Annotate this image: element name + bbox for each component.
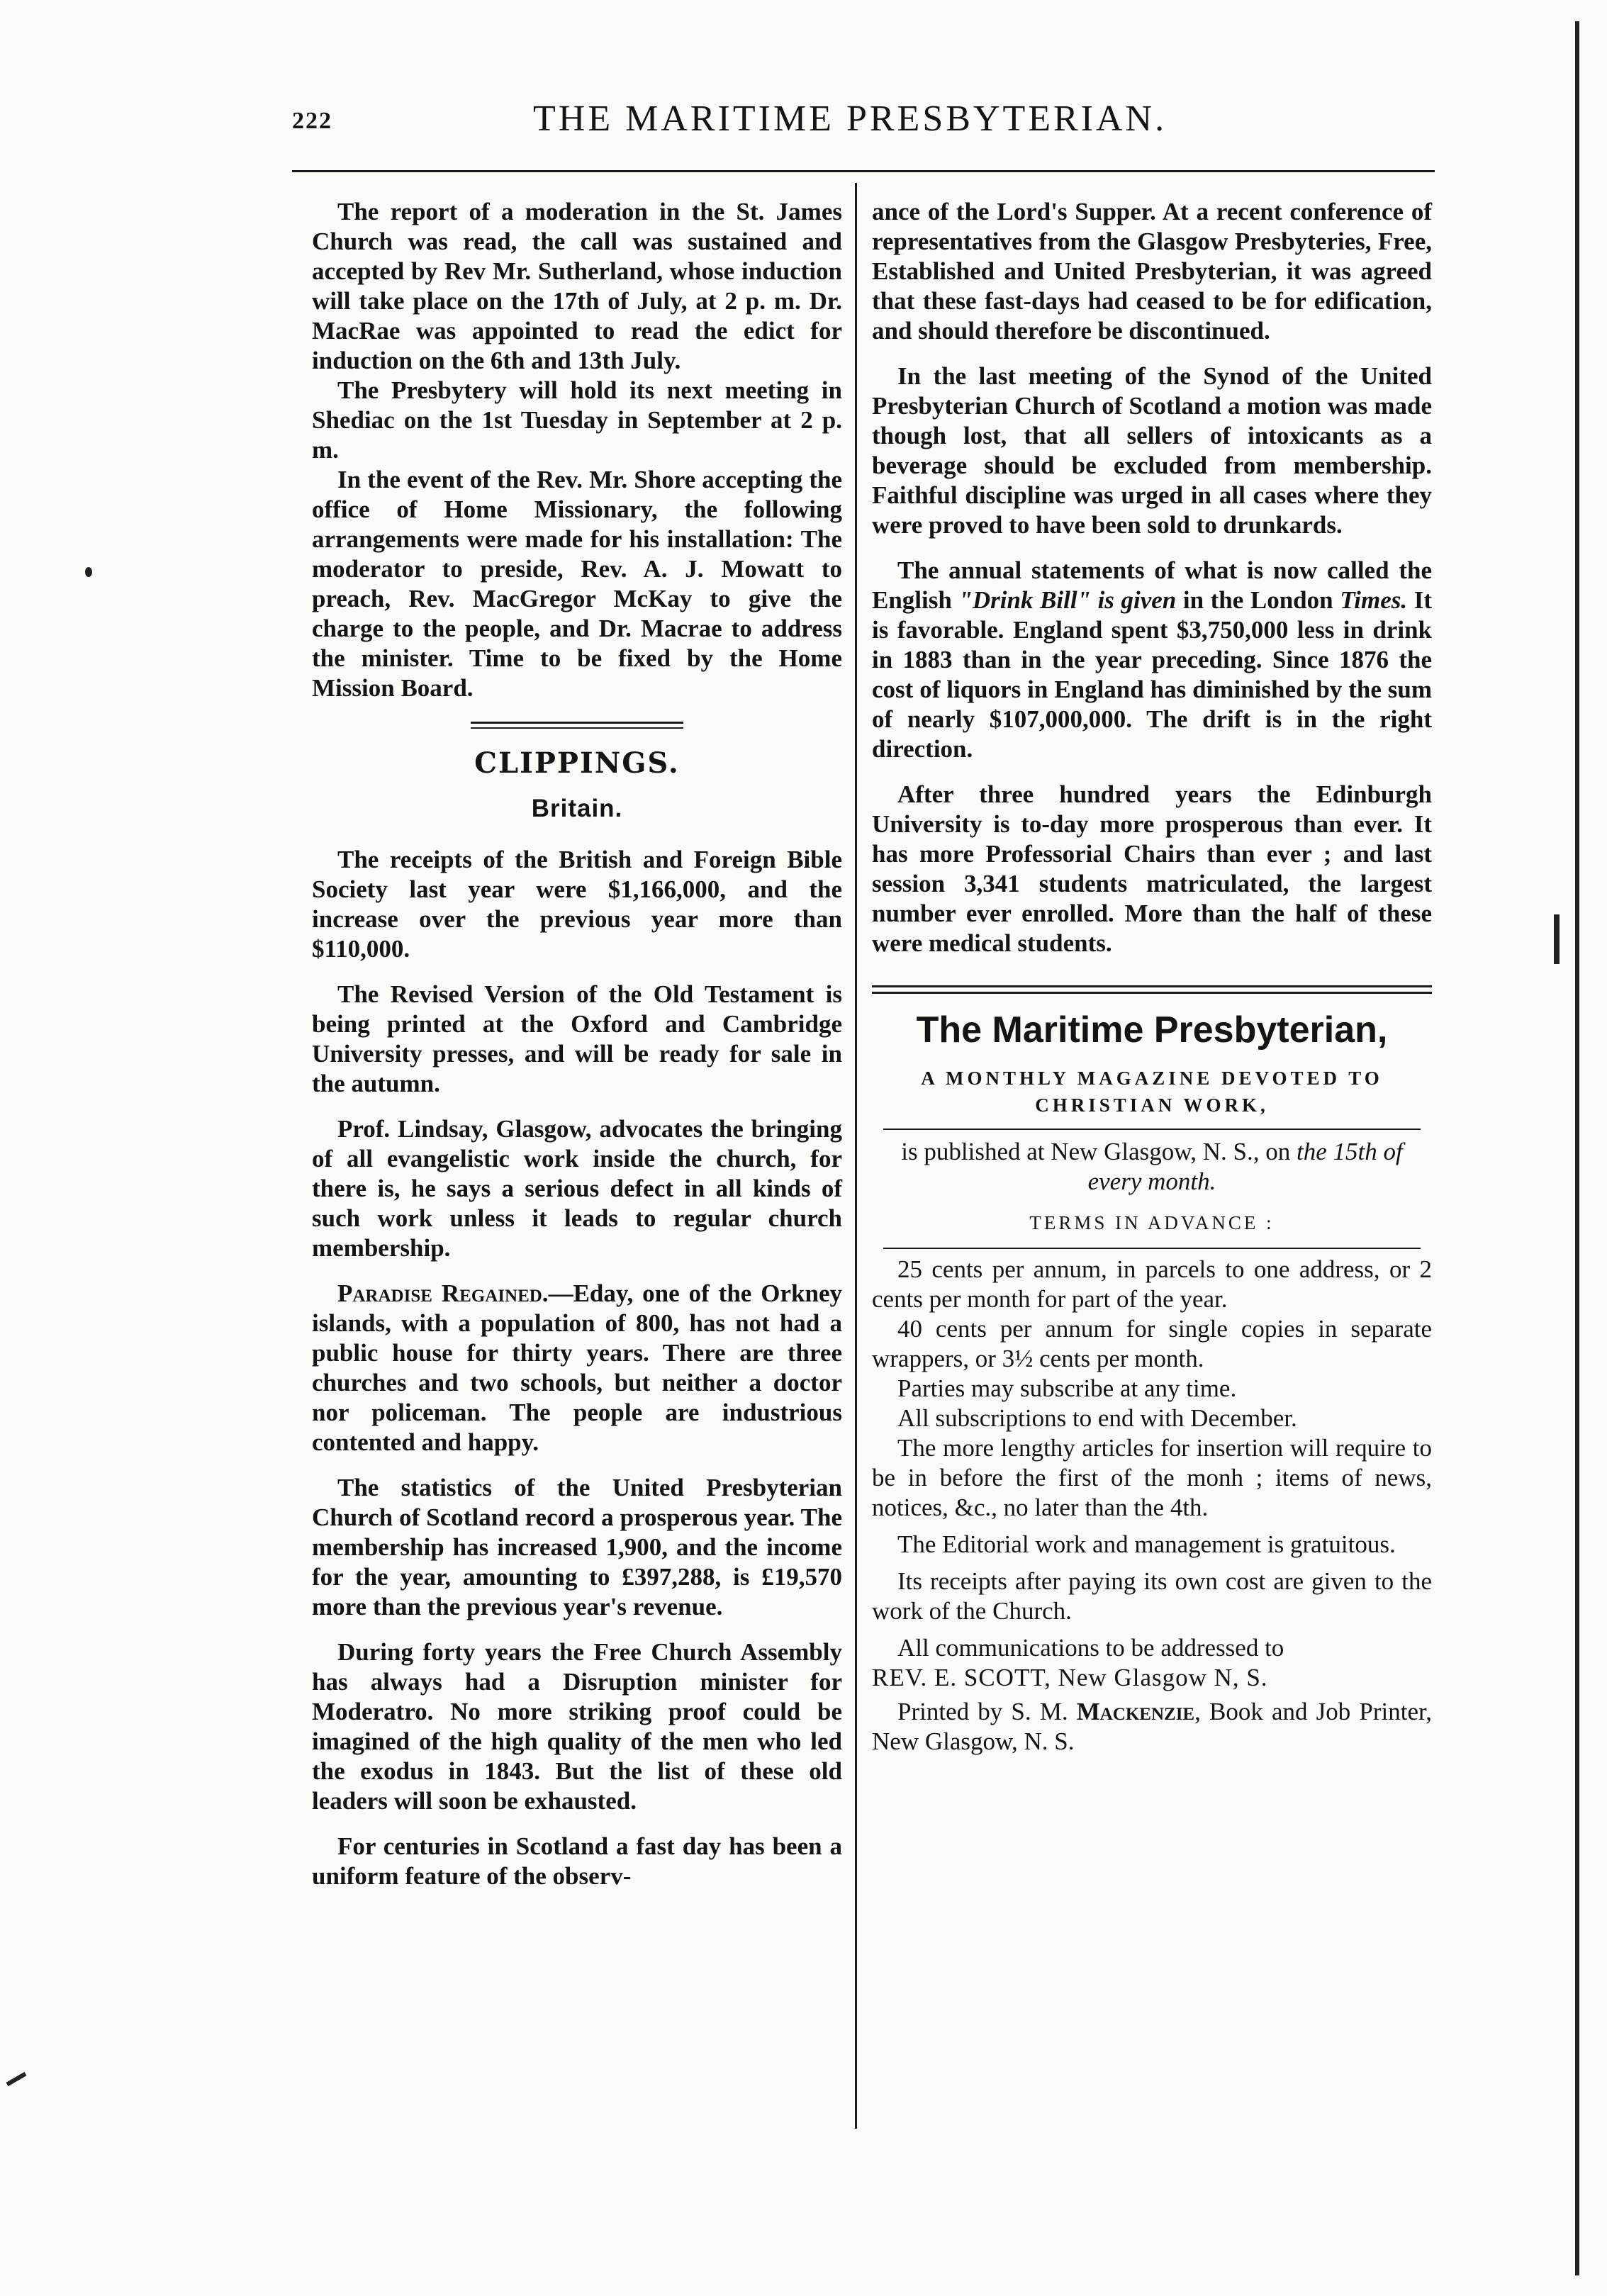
masthead-tagline: A MONTHLY MAGAZINE DEVOTED TO CHRISTIAN WORK, bbox=[921, 1068, 1383, 1116]
lords-supper-paragraph: ance of the Lord's Supper. At a recent conference of representatives from the Glasgow Presbyteries, Free, Established and United Presbyterian, it was agreed that these fast-days had ceased to be for edification, and should therefore be discontinued. bbox=[872, 198, 1432, 345]
free-church-paragraph: During forty years the Free Church Assembly has always had a Disruption minister for Moderatro. No more striking proof could be imagined of the high quality of the men who led the exodus in 1843. But the list of these old leaders will soon be exhausted. bbox=[312, 1638, 842, 1815]
paradise-regained-title: Paradise Regained. bbox=[337, 1279, 549, 1307]
terms-heading: TERMS IN ADVANCE : bbox=[1029, 1212, 1275, 1233]
terms-line-3: Parties may subscribe at any time. bbox=[897, 1374, 1237, 1402]
moderation-report-paragraph: The report of a moderation in the St. James Church was read, the call was sustained and accepted by Rev Mr. Sutherland, whose induction will take place on the 17th of July, at 2 p. m. Dr. MacRae was appointed to read the edict for induction on the 6th and 13th July. bbox=[312, 198, 842, 374]
published-text: is published at New Glasgow, N. S., on bbox=[901, 1138, 1297, 1165]
revised-version-paragraph: The Revised Version of the Old Testament is being printed at the Oxford and Cambridge University presses, and will be ready for sale in the autumn. bbox=[312, 980, 842, 1097]
clippings-heading: CLIPPINGS. bbox=[474, 746, 680, 780]
scan-speck bbox=[85, 567, 92, 577]
printer-text-c: , Book and Job Printer, New Glasgow, N. S. bbox=[872, 1698, 1432, 1755]
presbytery-meeting-paragraph: The Presbytery will hold its next meeting in Shediac on the 1st Tuesday in September at 2 p. m. bbox=[312, 376, 842, 464]
statistics-paragraph: The statistics of the United Presbyterian Church of Scotland record a prosperous year. The membership has increased 1,900, and the income for the year, amounting to £397,288, is £19,570 more than the previous year's revenue. bbox=[312, 1474, 842, 1620]
masthead-title: The Maritime Presbyterian, bbox=[916, 1009, 1388, 1051]
published-date-text: the 15th of every month. bbox=[1087, 1138, 1403, 1195]
right-column bbox=[872, 197, 1432, 1757]
scan-mark bbox=[6, 2072, 27, 2086]
prof-lindsay-paragraph: Prof. Lindsay, Glasgow, advocates the bringing of all evangelistic work inside the church, for there is, he says a serious defect in all kinds of such work unless it leads to regular church membership. bbox=[312, 1115, 842, 1262]
paradise-regained-text: —Eday, one of the Orkney islands, with a population of 800, has not had a public house for thirty years. There are three churches and two schools, but neither a doctor nor policeman. The people are industrious contented and happy. bbox=[312, 1279, 842, 1456]
drink-bill-text-c: in the London bbox=[1176, 586, 1340, 614]
terms-line-5: The more lengthy articles for insertion will require to be in before the first of the monh ; items of news, notices, &c., no later than the 4th. bbox=[872, 1434, 1432, 1521]
britain-subheading: Britain. bbox=[531, 795, 623, 822]
drink-bill-text-a: The annual statements of what is now called the English bbox=[872, 556, 1432, 614]
terms-line-8: All communications to be addressed to bbox=[897, 1634, 1284, 1662]
synod-paragraph: In the last meeting of the Synod of the United Presbyterian Church of Scotland a motion was made though lost, that all sellers of intoxicants as a beverage should be excluded from membership. Faithful discipline was urged in all cases where they were proved to have been sold to drunkards. bbox=[872, 362, 1432, 539]
header-rule bbox=[292, 170, 1435, 172]
printer-name: Mackenzie bbox=[1076, 1698, 1195, 1725]
column-divider bbox=[855, 183, 857, 2129]
left-column bbox=[312, 197, 842, 1891]
bible-society-paragraph: The receipts of the British and Foreign Bible Society last year were $1,166,000, and the increase over the previous year more than $110,000. bbox=[312, 846, 842, 963]
editor-address: REV. E. SCOTT, New Glasgow N, S. bbox=[872, 1664, 1268, 1691]
drink-bill-text-b: "Drink Bill" is given bbox=[958, 586, 1177, 614]
terms-line-1: 25 cents per annum, in parcels to one address, or 2 cents per month for part of the year. bbox=[872, 1255, 1432, 1313]
scan-edge-mark bbox=[1554, 914, 1560, 964]
terms-line-2: 40 cents per annum for single copies in separate wrappers, or 3½ cents per month. bbox=[872, 1315, 1432, 1372]
fast-day-paragraph: For centuries in Scotland a fast day has been a uniform feature of the observ- bbox=[312, 1832, 842, 1890]
tagline-rule bbox=[883, 1129, 1421, 1130]
terms-line-6: The Editorial work and management is gratuitous. bbox=[897, 1530, 1396, 1558]
scan-edge-line bbox=[1575, 21, 1579, 2275]
running-title: THE MARITIME PRESBYTERIAN. bbox=[533, 99, 1168, 139]
masthead-rule bbox=[872, 985, 1432, 994]
terms-line-4: All subscriptions to end with December. bbox=[897, 1404, 1297, 1432]
page-number: 222 bbox=[292, 108, 332, 134]
section-rule bbox=[471, 722, 683, 729]
drink-bill-paragraph bbox=[872, 556, 1432, 764]
published-line bbox=[872, 1137, 1432, 1197]
printer-text-a: Printed by S. M. bbox=[897, 1698, 1077, 1725]
printer-line bbox=[872, 1697, 1432, 1757]
masthead-body bbox=[872, 1137, 1432, 1757]
drink-bill-text-e: It is favorable. England spent $3,750,000 less in drink in 1883 than in the year preceding. Since 1876 the cost of liquors in England has diminished by the sum of nearly $107,000,000. The drift is in the right direction. bbox=[872, 586, 1432, 763]
terms-rule bbox=[883, 1248, 1421, 1249]
drink-bill-text-d: Times. bbox=[1340, 586, 1408, 614]
terms-line-7: Its receipts after paying its own cost are given to the work of the Church. bbox=[872, 1567, 1432, 1625]
paradise-regained-paragraph bbox=[312, 1279, 842, 1457]
edinburgh-paragraph: After three hundred years the Edinburgh University is to-day more prosperous than ever. It has more Professorial Chairs than ever ; and last session 3,341 students matriculated, the largest number ever enrolled. More than the half of these were medical students. bbox=[872, 780, 1432, 957]
installation-arrangements-paragraph: In the event of the Rev. Mr. Shore accepting the office of Home Missionary, the following arrangements were made for his installation: The moderator to preside, Rev. A. J. Mowatt to preach, Rev. MacGregor McKay to give the charge to the people, and Dr. Macrae to address the minister. Time to be fixed by the Home Mission Board. bbox=[312, 466, 842, 702]
